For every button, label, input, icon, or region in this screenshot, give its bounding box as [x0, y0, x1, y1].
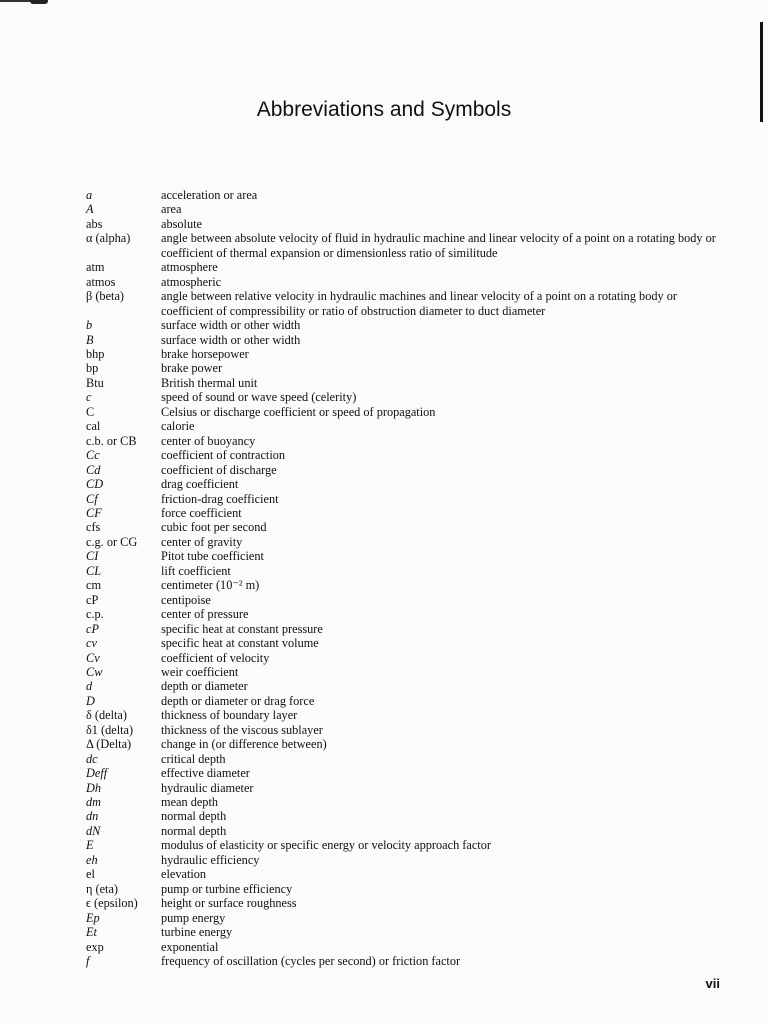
symbol-term: c.b. or CB	[86, 433, 137, 448]
symbol-definition: Pitot tube coefficient	[161, 549, 264, 564]
symbol-term: cfs	[86, 520, 101, 535]
symbol-entry	[86, 347, 726, 361]
symbol-definition: hydraulic diameter	[161, 780, 254, 795]
symbol-entry	[86, 333, 726, 347]
symbol-definition: lift coefficient	[161, 563, 231, 578]
symbol-term: f	[86, 954, 90, 969]
symbol-entry	[86, 940, 726, 954]
symbol-term: Cf	[86, 491, 98, 506]
symbol-term: dn	[86, 809, 99, 824]
symbol-definition: elevation	[161, 867, 207, 882]
symbol-entry	[86, 694, 726, 708]
symbol-entry	[86, 824, 726, 838]
symbol-term: Et	[86, 925, 97, 940]
symbol-entry	[86, 535, 726, 549]
symbol-entry	[86, 231, 726, 260]
symbol-term: dm	[86, 795, 102, 810]
symbol-definition: specific heat at constant volume	[161, 636, 319, 651]
symbol-term: d	[86, 679, 93, 694]
symbol-entry	[86, 679, 726, 693]
symbol-entry	[86, 217, 726, 231]
page-number: vii	[705, 976, 720, 991]
symbol-definition: surface width or other width	[161, 318, 301, 333]
symbol-entry	[86, 665, 726, 679]
scan-corner-mark	[0, 0, 48, 5]
symbol-definition: center of buoyancy	[161, 433, 256, 448]
symbol-definition: center of gravity	[161, 534, 243, 549]
symbol-term: D	[86, 693, 95, 708]
symbol-entry	[86, 434, 726, 448]
symbol-entry	[86, 622, 726, 636]
symbol-entry	[86, 593, 726, 607]
symbol-entry	[86, 564, 726, 578]
symbol-entry	[86, 723, 726, 737]
symbol-definition: speed of sound or wave speed (celerity)	[161, 390, 357, 405]
symbol-list	[86, 188, 726, 968]
symbol-entry	[86, 361, 726, 375]
symbol-definition: coefficient of velocity	[161, 650, 270, 665]
symbol-entry	[86, 867, 726, 881]
symbol-definition: coefficient of discharge	[161, 462, 277, 477]
symbol-term: cP	[86, 621, 99, 636]
symbol-entry	[86, 809, 726, 823]
symbol-entry	[86, 477, 726, 491]
symbol-entry	[86, 911, 726, 925]
symbol-term: Dh	[86, 780, 102, 795]
symbol-definition: critical depth	[161, 751, 226, 766]
symbol-definition: frequency of oscillation (cycles per second) or friction factor	[161, 954, 461, 969]
symbol-entry	[86, 882, 726, 896]
symbol-definition: change in (or difference between)	[161, 737, 327, 752]
symbol-definition: depth or diameter or drag force	[161, 693, 315, 708]
symbol-term: A	[86, 202, 94, 217]
symbol-term: Btu	[86, 375, 104, 390]
symbol-definition: modulus of elasticity or specific energy or velocity approach factor	[161, 838, 491, 853]
symbol-entry	[86, 752, 726, 766]
symbol-definition: drag coefficient	[161, 477, 239, 492]
symbol-term: dc	[86, 751, 98, 766]
symbol-entry	[86, 188, 726, 202]
symbol-term: el	[86, 867, 95, 882]
symbol-entry	[86, 607, 726, 621]
symbol-term: β (beta)	[86, 289, 125, 304]
symbol-term: cP	[86, 592, 99, 607]
symbol-entry	[86, 419, 726, 433]
symbol-entry	[86, 708, 726, 722]
symbol-term: cm	[86, 578, 102, 593]
symbol-definition: turbine energy	[161, 925, 233, 940]
symbol-definition: atmospheric	[161, 274, 222, 289]
symbol-term: a	[86, 188, 93, 202]
symbol-term: exp	[86, 939, 104, 954]
symbol-term: b	[86, 318, 93, 333]
symbol-entry	[86, 795, 726, 809]
symbol-entry	[86, 925, 726, 939]
symbol-definition: calorie	[161, 419, 195, 434]
symbol-term: δ1 (delta)	[86, 722, 134, 737]
symbol-entry	[86, 506, 726, 520]
symbol-entry	[86, 448, 726, 462]
symbol-definition: angle between absolute velocity of fluid in hydraulic machine and linear velocity of a point on a rotating body or coefficient of thermal expansion or dimensionless ratio of similitude	[161, 231, 716, 260]
symbol-definition: center of pressure	[161, 607, 249, 622]
page-title: Abbreviations and Symbols	[256, 98, 512, 121]
symbol-entry	[86, 737, 726, 751]
symbol-definition: angle between relative velocity in hydraulic machines and linear velocity of a point on a rotating body or coefficient of compressibility or ratio of obstruction diameter to duct diameter	[161, 289, 677, 318]
symbol-definition: cubic foot per second	[161, 520, 267, 535]
symbol-definition: centimeter (10⁻² m)	[161, 578, 260, 593]
symbol-term: c	[86, 390, 92, 405]
symbol-entry	[86, 954, 726, 968]
symbol-definition: exponential	[161, 939, 219, 954]
symbol-term: c.p.	[86, 607, 104, 622]
symbol-definition: thickness of the viscous sublayer	[161, 722, 323, 737]
symbol-term: δ (delta)	[86, 708, 127, 723]
symbol-term: Cv	[86, 650, 100, 665]
symbol-definition: specific heat at constant pressure	[161, 621, 323, 636]
symbol-definition: normal depth	[161, 823, 227, 838]
symbol-definition: weir coefficient	[161, 664, 239, 679]
symbol-definition: pump or turbine efficiency	[161, 881, 293, 896]
symbol-term: Deff	[86, 766, 108, 781]
symbol-entry	[86, 636, 726, 650]
symbol-term: α (alpha)	[86, 231, 131, 246]
symbol-term: atmos	[86, 274, 116, 289]
symbol-entry	[86, 766, 726, 780]
symbol-entry	[86, 289, 726, 318]
symbol-definition: acceleration or area	[161, 188, 258, 202]
symbol-entry	[86, 896, 726, 910]
symbol-definition: absolute	[161, 216, 202, 231]
symbol-term: Ep	[86, 910, 100, 925]
symbol-term: Cc	[86, 448, 100, 463]
symbol-definition: force coefficient	[161, 505, 242, 520]
symbol-entry	[86, 651, 726, 665]
symbol-term: E	[86, 838, 94, 853]
symbol-entry	[86, 838, 726, 852]
symbol-term: CD	[86, 477, 104, 492]
symbol-entry	[86, 520, 726, 534]
symbol-entry	[86, 275, 726, 289]
symbol-entry	[86, 578, 726, 592]
symbol-entry	[86, 390, 726, 404]
symbol-entry	[86, 260, 726, 274]
symbol-definition: brake power	[161, 361, 223, 376]
symbol-term: cv	[86, 636, 97, 651]
symbol-term: Cw	[86, 664, 103, 679]
symbol-term: c.g. or CG	[86, 534, 138, 549]
symbol-entry	[86, 405, 726, 419]
symbol-entry	[86, 549, 726, 563]
symbol-term: atm	[86, 260, 105, 275]
symbol-definition: centipoise	[161, 592, 211, 607]
symbol-term: ϵ (epsilon)	[86, 896, 138, 911]
symbol-term: η (eta)	[86, 881, 119, 896]
symbol-definition: area	[161, 202, 182, 217]
symbol-definition: brake horsepower	[161, 346, 249, 361]
symbol-definition: coefficient of contraction	[161, 448, 286, 463]
symbol-definition: mean depth	[161, 795, 219, 810]
symbol-term: Cd	[86, 462, 101, 477]
symbol-term: abs	[86, 216, 103, 231]
symbol-definition: atmosphere	[161, 260, 218, 275]
symbol-term: B	[86, 332, 94, 347]
symbol-definition: hydraulic efficiency	[161, 852, 260, 867]
symbol-entry	[86, 781, 726, 795]
symbol-entry	[86, 463, 726, 477]
symbol-entry	[86, 318, 726, 332]
symbol-term: dN	[86, 823, 101, 838]
symbol-definition: British thermal unit	[161, 375, 258, 390]
symbol-entry	[86, 202, 726, 216]
symbol-entry	[86, 376, 726, 390]
symbol-definition: friction-drag coefficient	[161, 491, 279, 506]
symbol-definition: height or surface roughness	[161, 896, 297, 911]
symbol-term: bhp	[86, 346, 105, 361]
symbol-definition: Celsius or discharge coefficient or speed of propagation	[161, 404, 436, 419]
symbol-definition: pump energy	[161, 910, 226, 925]
symbol-definition: surface width or other width	[161, 332, 301, 347]
symbol-term: eh	[86, 852, 98, 867]
symbol-definition: effective diameter	[161, 766, 250, 781]
symbol-term: CL	[86, 563, 102, 578]
symbol-term: C	[86, 404, 95, 419]
symbol-definition: depth or diameter	[161, 679, 248, 694]
symbol-definition: normal depth	[161, 809, 227, 824]
symbol-entry	[86, 853, 726, 867]
symbol-term: bp	[86, 361, 99, 376]
symbol-entry	[86, 492, 726, 506]
symbol-definition: thickness of boundary layer	[161, 708, 298, 723]
symbol-term: cal	[86, 419, 101, 434]
symbol-term: CI	[86, 549, 99, 564]
symbol-term: Δ (Delta)	[86, 737, 132, 752]
symbol-term: CF	[86, 505, 102, 520]
